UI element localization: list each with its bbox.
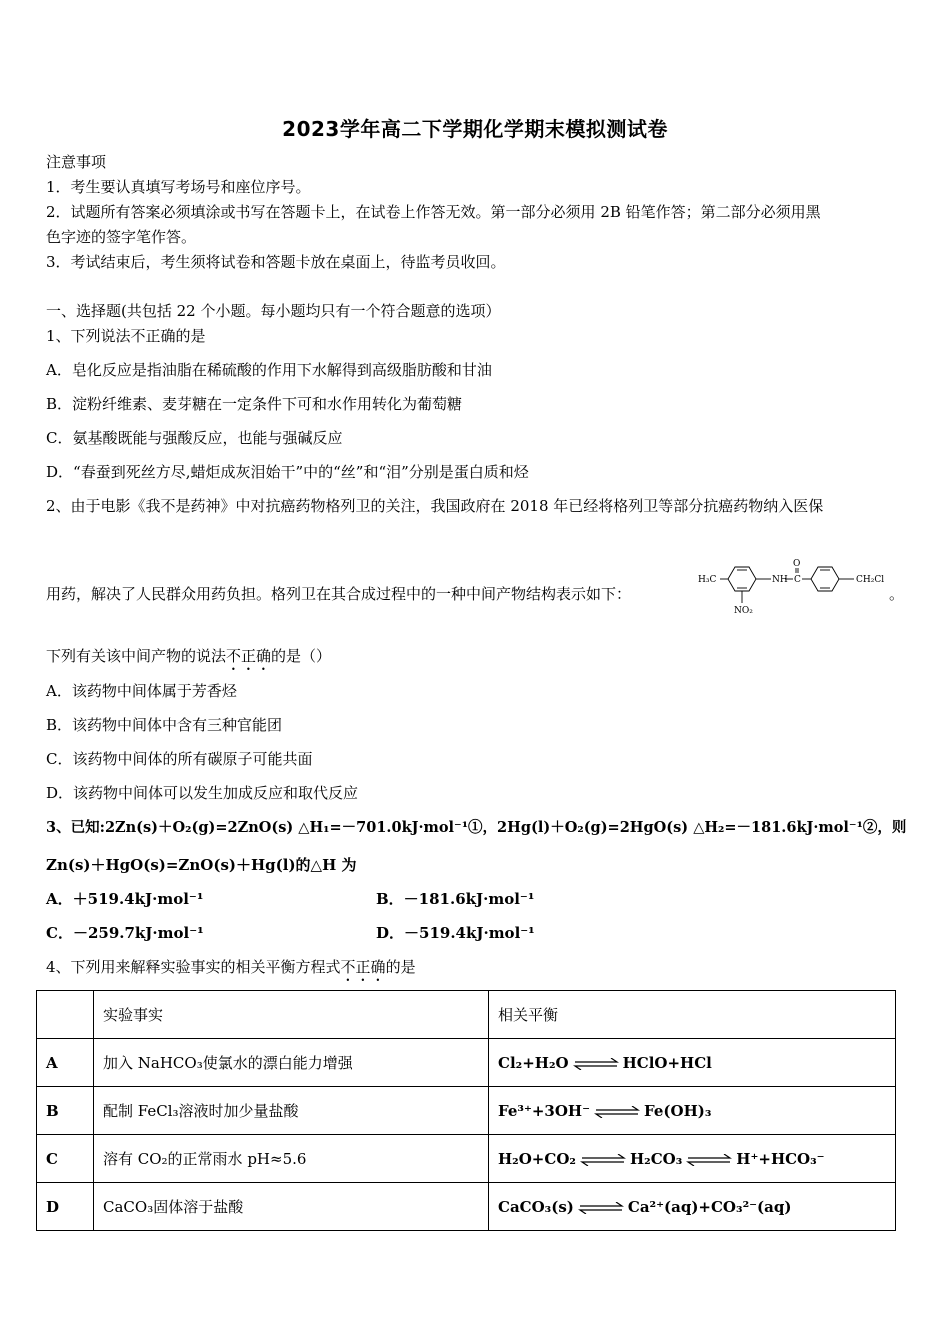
table-row bbox=[37, 1087, 896, 1135]
q2-option-b: B．该药物中间体中含有三种官能团 bbox=[46, 716, 283, 734]
eq-left: Cl₂+H₂O bbox=[498, 1053, 569, 1072]
q1-option-a: A．皂化反应是指油脂在稀硫酸的作用下水解得到高级脂肪酸和甘油 bbox=[46, 361, 492, 379]
row-label: C bbox=[37, 1135, 94, 1183]
table-row bbox=[37, 1183, 896, 1231]
q2-question-post: 的是（） bbox=[271, 647, 332, 665]
equilibrium-arrow-icon bbox=[573, 1058, 619, 1070]
table-header-cell: 相关平衡 bbox=[489, 991, 896, 1039]
page-title: 2023学年高二下学期化学期末模拟测试卷 bbox=[282, 117, 668, 141]
eq-left: H₂O+CO₂ bbox=[498, 1149, 576, 1168]
molecule-structure-image bbox=[696, 555, 891, 620]
row-fact: 溶有 CO₂的正常雨水 pH≈5.6 bbox=[94, 1135, 489, 1183]
q2-stem-line1: 2、由于电影《我不是药神》中对抗癌药物格列卫的关注，我国政府在 2018 年已经将格列卫等部分抗癌药物纳入医保 bbox=[46, 497, 824, 515]
q4-stem bbox=[46, 957, 416, 985]
row-label: A bbox=[37, 1039, 94, 1087]
q3-option-d: D．－519.4kJ·mol⁻¹ bbox=[376, 924, 535, 942]
table-row bbox=[37, 1135, 896, 1183]
table-header-row bbox=[37, 991, 896, 1039]
struct-ch2cl-label: CH₂Cl bbox=[856, 575, 885, 585]
q3-option-a: A．＋519.4kJ·mol⁻¹ bbox=[46, 890, 204, 908]
q3-stem-line2: Zn(s)＋HgO(s)=ZnO(s)＋Hg(l)的△H 为 bbox=[46, 856, 357, 874]
q1-stem: 1、下列说法不正确的是 bbox=[46, 327, 206, 345]
eq-right: Ca²⁺(aq)+CO₃²⁻(aq) bbox=[627, 1197, 792, 1216]
q2-option-c: C．该药物中间体的所有碳原子可能共面 bbox=[46, 750, 313, 768]
table-header-cell: 实验事实 bbox=[94, 991, 489, 1039]
q3-option-b: B．－181.6kJ·mol⁻¹ bbox=[376, 890, 535, 908]
row-equilibrium bbox=[489, 1087, 896, 1135]
notice-item: 2．试题所有答案必须填涂或书写在答题卡上，在试卷上作答无效。第一部分必须用 2B 铅笔作答；第二部分必须用黑 bbox=[46, 203, 821, 221]
q3-option-c: C．－259.7kJ·mol⁻¹ bbox=[46, 924, 204, 942]
struct-c-label: C bbox=[794, 575, 801, 585]
row-equilibrium bbox=[489, 1183, 896, 1231]
q4-stem-emphasis: 不正确 bbox=[340, 958, 386, 976]
notice-item: 1．考生要认真填写考场号和座位序号。 bbox=[46, 178, 311, 196]
q2-question bbox=[46, 646, 331, 674]
notice-item: 色字迹的签字笔作答。 bbox=[46, 228, 197, 246]
q1-option-d: D．“春蚕到死丝方尽,蜡炬成灰泪始干”中的“丝”和“泪”分别是蛋白质和烃 bbox=[46, 463, 529, 481]
eq-left: Fe³⁺+3OH⁻ bbox=[498, 1101, 591, 1120]
q2-question-pre: 下列有关该中间产物的说法 bbox=[46, 647, 227, 665]
struct-o-label: O bbox=[793, 559, 801, 569]
equilibrium-arrow-icon bbox=[578, 1202, 624, 1214]
row-label: D bbox=[37, 1183, 94, 1231]
notice-heading: 注意事项 bbox=[46, 153, 107, 171]
row-fact: 配制 FeCl₃溶液时加少量盐酸 bbox=[94, 1087, 489, 1135]
q2-option-a: A．该药物中间体属于芳香烃 bbox=[46, 682, 237, 700]
equilibrium-arrow-icon bbox=[686, 1154, 732, 1166]
notice-item: 3．考试结束后，考生须将试卷和答题卡放在桌面上，待监考员收回。 bbox=[46, 253, 506, 271]
q1-option-b: B．淀粉纤维素、麦芽糖在一定条件下可和水作用转化为葡萄糖 bbox=[46, 395, 463, 413]
benzene-ring-right bbox=[811, 567, 839, 591]
row-fact: CaCO₃固体溶于盐酸 bbox=[94, 1183, 489, 1231]
struct-no2-label: NO₂ bbox=[734, 606, 753, 616]
q2-stem-line2: 用药，解决了人民群众用药负担。格列卫在其合成过程中的一种中间产物结构表示如下： bbox=[46, 585, 632, 603]
table-row bbox=[37, 1039, 896, 1087]
q3-stem-line1: 3、已知:2Zn(s)＋O₂(g)=2ZnO(s) △H₁=－701.0kJ·mol⁻¹①，2Hg(l)＋O₂(g)=2HgO(s) △H₂=－181.6kJ·mol⁻¹②，则 bbox=[46, 819, 907, 836]
q2-question-emphasis: 不正确 bbox=[226, 647, 272, 665]
q2-stem-end: 。 bbox=[889, 585, 905, 603]
table-header-cell bbox=[37, 991, 94, 1039]
row-equilibrium bbox=[489, 1135, 896, 1183]
struct-ch3-label: H₃C bbox=[698, 575, 717, 585]
eq-right: H⁺+HCO₃⁻ bbox=[736, 1149, 825, 1168]
equilibrium-arrow-icon bbox=[580, 1154, 626, 1166]
eq-right: HClO+HCl bbox=[622, 1053, 712, 1072]
row-equilibrium bbox=[489, 1039, 896, 1087]
q4-stem-post: 的是 bbox=[385, 958, 416, 976]
eq-right: Fe(OH)₃ bbox=[644, 1101, 712, 1120]
struct-nh-label: NH bbox=[772, 575, 788, 585]
q4-stem-pre: 4、下列用来解释实验事实的相关平衡方程式 bbox=[46, 958, 341, 976]
eq-mid: H₂CO₃ bbox=[629, 1149, 683, 1168]
eq-left: CaCO₃(s) bbox=[498, 1197, 574, 1216]
section-heading: 一、选择题(共包括 22 个小题。每小题均只有一个符合题意的选项） bbox=[46, 302, 501, 320]
q4-table bbox=[36, 990, 896, 1231]
q2-option-d: D．该药物中间体可以发生加成反应和取代反应 bbox=[46, 784, 359, 802]
benzene-ring-left bbox=[728, 567, 756, 591]
row-fact: 加入 NaHCO₃使氯水的漂白能力增强 bbox=[94, 1039, 489, 1087]
equilibrium-arrow-icon bbox=[594, 1106, 640, 1118]
row-label: B bbox=[37, 1087, 94, 1135]
q1-option-c: C．氨基酸既能与强酸反应，也能与强碱反应 bbox=[46, 429, 343, 447]
